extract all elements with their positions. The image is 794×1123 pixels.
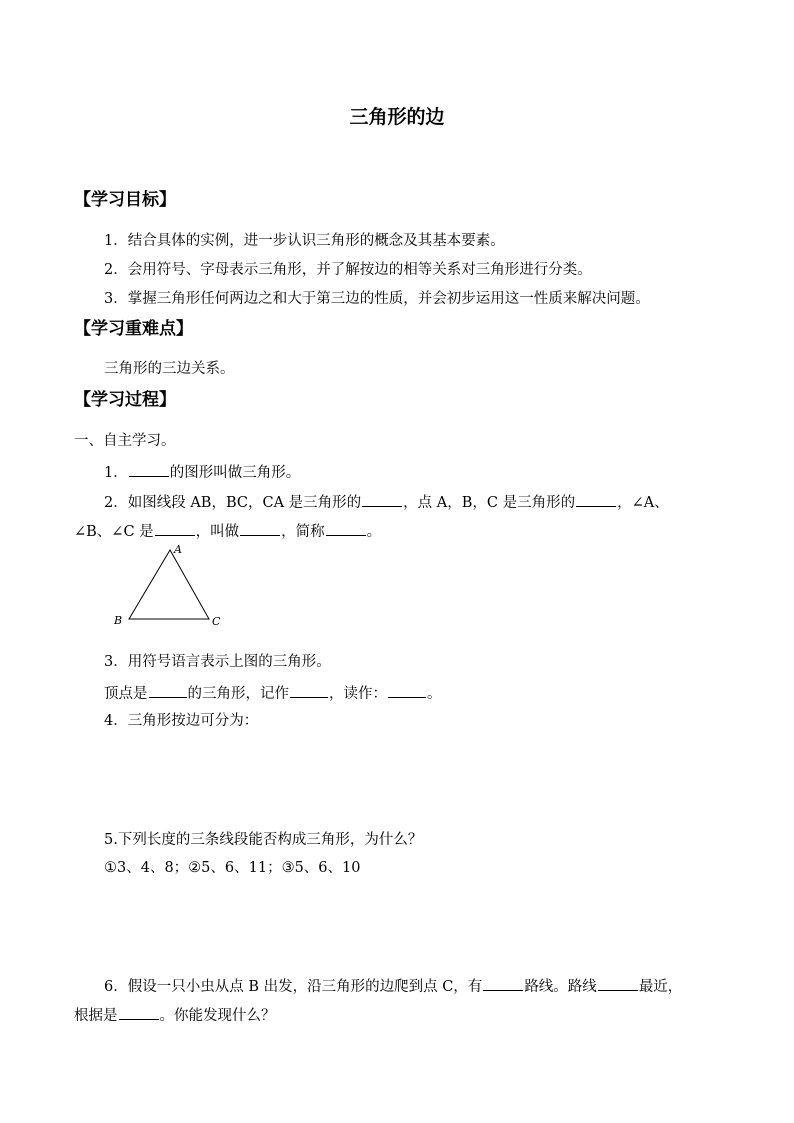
process-heading: 【学习过程】 [74,390,176,410]
fill-blank[interactable] [119,1004,159,1020]
question-1 [104,461,300,483]
question-6-line-2 [74,1004,276,1026]
vertex-label-a: A [174,543,182,556]
q6-text: 6．假设一只小虫从点 B 出发，沿三角形的边爬到点 C，有 [104,979,483,995]
fill-blank[interactable] [388,682,426,698]
vertex-label-c: C [212,615,221,628]
q3-text: ，读作： [329,686,387,702]
question-5-line-1: 5.下列长度的三条线段能否构成三角形，为什么？ [104,832,423,848]
q6-text: 。你能发现什么？ [159,1008,276,1024]
triangle-figure [108,541,228,631]
objective-item-3: 3．掌握三角形任何两边之和大于第三边的性质，并会初步运用这一性质来解决问题。 [104,291,650,307]
question-5-line-2: ①3、4、8；②5、6、11；③5、6、10 [104,860,361,876]
q2-text: 2．如图线段 AB，BC，CA 是三角形的 [104,495,362,511]
q2-text: ，∠A、 [617,495,669,511]
objective-item-2: 2．会用符号、字母表示三角形，并了解按边的相等关系对三角形进行分类。 [104,262,592,278]
fill-blank[interactable] [576,491,616,507]
fill-blank[interactable] [326,520,366,536]
q3-text: 顶点是 [104,686,148,702]
question-2-line-2 [74,520,381,542]
q6-text: 路线。路线 [524,979,597,995]
fill-blank[interactable] [149,682,187,698]
fill-blank[interactable] [290,682,328,698]
q2-text: ，叫做 [195,524,240,540]
fill-blank[interactable] [483,975,523,991]
question-4: 4．三角形按边可分为： [104,713,259,729]
q6-text: 根据是 [74,1008,118,1024]
fill-blank[interactable] [240,520,280,536]
self-study-heading: 一、自主学习。 [74,433,176,449]
q6-text: 最近， [638,979,683,995]
objectives-heading: 【学习目标】 [74,190,176,210]
question-3-line-2 [104,682,442,704]
fill-blank[interactable] [129,461,169,477]
q2-text: ∠B、∠C 是 [74,524,154,540]
question-1-text: 的图形叫做三角形。 [169,465,301,481]
key-points-text: 三角形的三边关系。 [104,361,235,377]
triangle-abc [129,550,209,619]
q3-text: 的三角形，记作 [187,686,289,702]
fill-blank[interactable] [155,520,195,536]
q3-text: 。 [427,686,442,702]
objective-item-1: 1．结合具体的实例，进一步认识三角形的概念及其基本要素。 [104,233,505,249]
vertex-label-b: B [114,614,123,627]
q2-text: ，点 A，B，C 是三角形的 [403,495,576,511]
page-title: 三角形的边 [349,106,445,128]
question-3-line-1: 3．用符号语言表示上图的三角形。 [104,654,331,670]
question-6-line-1 [104,975,682,997]
fill-blank[interactable] [362,491,402,507]
q2-text: 。 [366,524,382,540]
question-2-line-1 [104,491,669,513]
question-1-number: 1． [104,465,128,481]
q2-text: ，简称 [281,524,325,540]
fill-blank[interactable] [598,975,638,991]
key-points-heading: 【学习重难点】 [74,319,193,339]
